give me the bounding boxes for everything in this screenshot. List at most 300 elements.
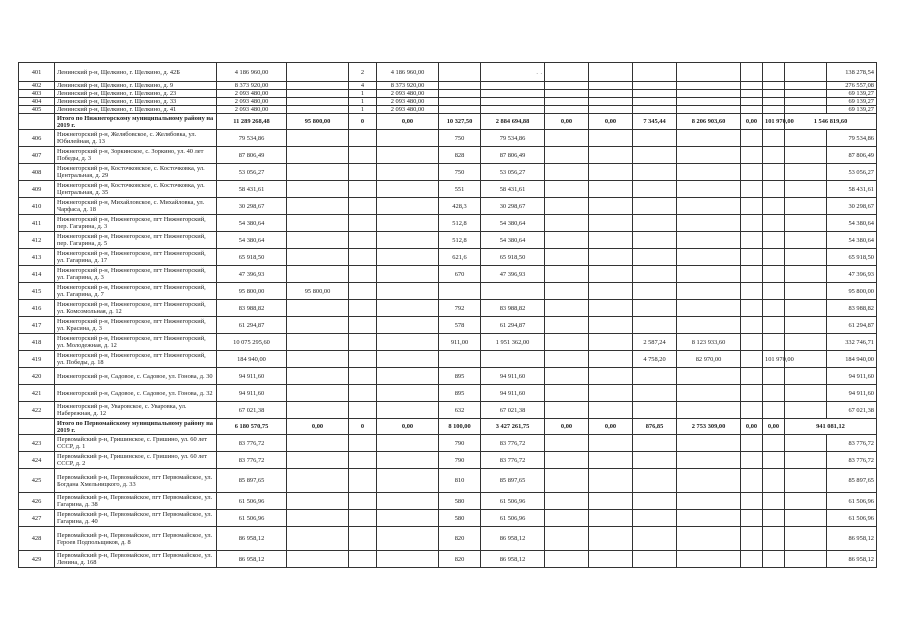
table-row bbox=[19, 283, 877, 300]
row-number: 411 bbox=[19, 215, 55, 232]
cell bbox=[633, 527, 677, 551]
cell: 4 bbox=[349, 82, 377, 90]
cell bbox=[763, 266, 785, 283]
subtotal-label: Итого по Первомайскому муниципальному району на 2019 г. bbox=[55, 419, 217, 435]
cell bbox=[633, 266, 677, 283]
cell: 83 988,82 bbox=[481, 300, 545, 317]
cell bbox=[763, 63, 785, 82]
cell bbox=[633, 300, 677, 317]
table-row bbox=[19, 469, 877, 493]
address-cell: Нижнегорский р-н, Нижнегорское, пгт Нижнегорский, ул. Молодежная, д. 12 bbox=[55, 334, 217, 351]
cell bbox=[677, 368, 741, 385]
row-number: 404 bbox=[19, 98, 55, 106]
address-cell: Нижнегорский р-н, Нижнегорское, пгт Нижнегорский, ул. Победы, д. 18 bbox=[55, 351, 217, 368]
cell: 8 100,00 bbox=[439, 419, 481, 435]
cell bbox=[741, 232, 763, 249]
cell bbox=[633, 90, 677, 98]
cell bbox=[677, 527, 741, 551]
cell bbox=[545, 300, 589, 317]
cell: 2 093 480,00 bbox=[217, 98, 287, 106]
table-row bbox=[19, 551, 877, 568]
row-number: 426 bbox=[19, 493, 55, 510]
cell bbox=[633, 98, 677, 106]
cell bbox=[287, 317, 349, 334]
cell bbox=[377, 283, 439, 300]
cell: 670 bbox=[439, 266, 481, 283]
cell: 47 396,93 bbox=[827, 266, 877, 283]
cell bbox=[785, 368, 827, 385]
address-cell: Ленинский р-н, Щелкино, г. Щелкино, д. 9 bbox=[55, 82, 217, 90]
cell: 4 186 960,00 bbox=[217, 63, 287, 82]
cell bbox=[377, 510, 439, 527]
cell bbox=[377, 249, 439, 266]
cell bbox=[589, 82, 633, 90]
cell bbox=[349, 527, 377, 551]
cell bbox=[589, 435, 633, 452]
cell bbox=[545, 402, 589, 419]
cell bbox=[741, 351, 763, 368]
cell bbox=[763, 402, 785, 419]
cell bbox=[377, 266, 439, 283]
cell: 3 427 261,75 bbox=[481, 419, 545, 435]
cell bbox=[545, 334, 589, 351]
cell bbox=[785, 164, 827, 181]
cell bbox=[763, 334, 785, 351]
cell: 69 139,27 bbox=[827, 106, 877, 114]
cell: 1 546 819,60 bbox=[785, 114, 877, 130]
cell bbox=[545, 249, 589, 266]
cell: 0,00 bbox=[763, 419, 785, 435]
cell: 83 776,72 bbox=[481, 435, 545, 452]
cell: 428,3 bbox=[439, 198, 481, 215]
cell bbox=[785, 510, 827, 527]
cell bbox=[589, 130, 633, 147]
cell bbox=[349, 147, 377, 164]
cell bbox=[377, 493, 439, 510]
cell bbox=[633, 317, 677, 334]
cell bbox=[763, 164, 785, 181]
row-number: 405 bbox=[19, 106, 55, 114]
cell bbox=[545, 510, 589, 527]
cell: 30 298,67 bbox=[217, 198, 287, 215]
address-cell: Ленинский р-н, Щелкино, г. Щелкино, д. 33 bbox=[55, 98, 217, 106]
cell: 512,8 bbox=[439, 215, 481, 232]
cell bbox=[741, 198, 763, 215]
cell: 750 bbox=[439, 164, 481, 181]
cell: 61 506,96 bbox=[217, 510, 287, 527]
cell bbox=[349, 351, 377, 368]
cell bbox=[439, 63, 481, 82]
table-row bbox=[19, 90, 877, 98]
cell bbox=[633, 147, 677, 164]
cell bbox=[377, 435, 439, 452]
cell bbox=[677, 164, 741, 181]
cell bbox=[589, 317, 633, 334]
row-number: 413 bbox=[19, 249, 55, 266]
table-row bbox=[19, 63, 877, 82]
cell bbox=[439, 283, 481, 300]
cell bbox=[741, 283, 763, 300]
address-cell: Нижнегорский р-н, Нижнегорское, пгт Нижнегорский, пер. Гагарина, д. 5 bbox=[55, 232, 217, 249]
cell bbox=[377, 351, 439, 368]
subtotal-row bbox=[19, 114, 877, 130]
row-number: 420 bbox=[19, 368, 55, 385]
cell bbox=[741, 469, 763, 493]
cell bbox=[633, 181, 677, 198]
cell bbox=[287, 63, 349, 82]
cell bbox=[589, 300, 633, 317]
cell bbox=[349, 266, 377, 283]
cell: 332 746,71 bbox=[827, 334, 877, 351]
cell: 54 380,64 bbox=[217, 232, 287, 249]
cell: 810 bbox=[439, 469, 481, 493]
cell bbox=[763, 493, 785, 510]
table-row bbox=[19, 385, 877, 402]
cell bbox=[677, 147, 741, 164]
cell bbox=[677, 493, 741, 510]
cell: 47 396,93 bbox=[481, 266, 545, 283]
cell: 0,00 bbox=[377, 114, 439, 130]
cell bbox=[287, 249, 349, 266]
cell bbox=[287, 435, 349, 452]
cell bbox=[349, 249, 377, 266]
address-cell: Нижнегорский р-н, Нижнегорское, пгт Нижнегорский, ул. Гагарина, д. 7 bbox=[55, 283, 217, 300]
cell: 54 380,64 bbox=[217, 215, 287, 232]
cell bbox=[763, 215, 785, 232]
address-cell: Ленинский р-н, Щелкино, г. Щелкино, д. 23 bbox=[55, 90, 217, 98]
table-row bbox=[19, 130, 877, 147]
cell bbox=[349, 198, 377, 215]
cell: 0,00 bbox=[287, 419, 349, 435]
cell bbox=[377, 385, 439, 402]
cell bbox=[349, 368, 377, 385]
cell bbox=[677, 82, 741, 90]
cell: 1 bbox=[349, 98, 377, 106]
cell: 895 bbox=[439, 385, 481, 402]
cell bbox=[287, 232, 349, 249]
cell: 83 776,72 bbox=[217, 452, 287, 469]
cell: 820 bbox=[439, 551, 481, 568]
cell: 95 800,00 bbox=[287, 283, 349, 300]
cell: 86 958,12 bbox=[481, 527, 545, 551]
cell bbox=[287, 334, 349, 351]
cell bbox=[677, 266, 741, 283]
cell bbox=[633, 368, 677, 385]
cell: 83 776,72 bbox=[827, 435, 877, 452]
table-row bbox=[19, 351, 877, 368]
cell bbox=[741, 98, 763, 106]
cell: 86 958,12 bbox=[217, 527, 287, 551]
cell bbox=[785, 232, 827, 249]
cell bbox=[589, 198, 633, 215]
cell: 2 884 694,88 bbox=[481, 114, 545, 130]
cell: 87 806,49 bbox=[827, 147, 877, 164]
cell bbox=[633, 283, 677, 300]
cell: 83 776,72 bbox=[217, 435, 287, 452]
cell bbox=[763, 317, 785, 334]
table-row bbox=[19, 181, 877, 198]
cell bbox=[377, 452, 439, 469]
cell bbox=[349, 493, 377, 510]
cell: 580 bbox=[439, 510, 481, 527]
table-row bbox=[19, 435, 877, 452]
table-row bbox=[19, 266, 877, 283]
cell bbox=[741, 510, 763, 527]
cell: 61 294,87 bbox=[217, 317, 287, 334]
cell: 0,00 bbox=[741, 419, 763, 435]
cell: 53 056,27 bbox=[481, 164, 545, 181]
cell bbox=[377, 334, 439, 351]
cell bbox=[785, 452, 827, 469]
cell bbox=[785, 181, 827, 198]
cell bbox=[763, 510, 785, 527]
cell bbox=[545, 283, 589, 300]
address-cell: Нижнегорский р-н, Нижнегорское, пгт Нижнегорский, ул. Гагарина, д. 17 bbox=[55, 249, 217, 266]
cell: 54 380,64 bbox=[481, 232, 545, 249]
cell bbox=[741, 106, 763, 114]
cell bbox=[741, 334, 763, 351]
row-number: 422 bbox=[19, 402, 55, 419]
cell: 94 911,60 bbox=[217, 368, 287, 385]
cell bbox=[785, 469, 827, 493]
cell bbox=[545, 527, 589, 551]
cell bbox=[481, 82, 545, 90]
cell: 0,00 bbox=[589, 419, 633, 435]
cell bbox=[785, 527, 827, 551]
cell: 58 431,61 bbox=[481, 181, 545, 198]
address-cell: Ленинский р-н, Щелкино, г. Щелкино, д. 41 bbox=[55, 106, 217, 114]
cell: 83 988,82 bbox=[827, 300, 877, 317]
cell bbox=[633, 493, 677, 510]
cell: 2 bbox=[349, 63, 377, 82]
cell: 53 056,27 bbox=[217, 164, 287, 181]
cell: 85 897,65 bbox=[217, 469, 287, 493]
row-number: 423 bbox=[19, 435, 55, 452]
cell bbox=[677, 106, 741, 114]
subtotal-row bbox=[19, 419, 877, 435]
cell: 101 970,00 bbox=[763, 351, 785, 368]
cell bbox=[349, 317, 377, 334]
cell: 94 911,60 bbox=[481, 385, 545, 402]
cell: 792 bbox=[439, 300, 481, 317]
cell: 2 753 309,00 bbox=[677, 419, 741, 435]
cell bbox=[677, 232, 741, 249]
cell bbox=[545, 130, 589, 147]
cell bbox=[349, 452, 377, 469]
cell: 0,00 bbox=[589, 114, 633, 130]
table-row bbox=[19, 510, 877, 527]
cell: 8 206 903,60 bbox=[677, 114, 741, 130]
cell bbox=[589, 527, 633, 551]
cell bbox=[287, 98, 349, 106]
cell bbox=[481, 106, 545, 114]
cell: 54 380,64 bbox=[481, 215, 545, 232]
cell bbox=[589, 368, 633, 385]
cell bbox=[545, 351, 589, 368]
cell bbox=[589, 63, 633, 82]
cell bbox=[589, 551, 633, 568]
cell: 10 075 295,60 bbox=[217, 334, 287, 351]
address-cell: Нижнегорский р-н, Садовое, с. Садовое, ул. Гонова, д. 32 bbox=[55, 385, 217, 402]
cell bbox=[481, 98, 545, 106]
cell: 86 958,12 bbox=[481, 551, 545, 568]
row-number: 425 bbox=[19, 469, 55, 493]
address-cell: Нижнегорский р-н, Нижнегорское, пгт Нижнегорский, ул. Комсомольная, д. 12 bbox=[55, 300, 217, 317]
cell bbox=[349, 232, 377, 249]
cell bbox=[545, 452, 589, 469]
cell: 0,00 bbox=[741, 114, 763, 130]
cell bbox=[785, 402, 827, 419]
cell: 61 294,87 bbox=[827, 317, 877, 334]
cell: 79 534,86 bbox=[827, 130, 877, 147]
cell: 551 bbox=[439, 181, 481, 198]
cell bbox=[785, 334, 827, 351]
cell bbox=[741, 300, 763, 317]
cell bbox=[633, 130, 677, 147]
cell bbox=[633, 215, 677, 232]
cell bbox=[349, 283, 377, 300]
cell: 67 021,38 bbox=[481, 402, 545, 419]
cell: 0,00 bbox=[545, 114, 589, 130]
cell: 95 800,00 bbox=[217, 283, 287, 300]
cell bbox=[763, 527, 785, 551]
cell: 87 806,49 bbox=[217, 147, 287, 164]
cell: 8 373 920,00 bbox=[377, 82, 439, 90]
cell: 58 431,61 bbox=[217, 181, 287, 198]
cell: 2 093 480,00 bbox=[217, 106, 287, 114]
cell bbox=[545, 317, 589, 334]
cell bbox=[349, 181, 377, 198]
cell bbox=[377, 527, 439, 551]
cell bbox=[741, 90, 763, 98]
row-number: 417 bbox=[19, 317, 55, 334]
cell bbox=[763, 98, 785, 106]
cell bbox=[763, 181, 785, 198]
cell: 11 289 268,48 bbox=[217, 114, 287, 130]
cell bbox=[377, 300, 439, 317]
cell bbox=[763, 130, 785, 147]
cell: 750 bbox=[439, 130, 481, 147]
cell bbox=[545, 82, 589, 90]
address-cell: Нижнегорский р-н, Желябовское, с. Желябовка, ул. Юбилейная, д. 13 bbox=[55, 130, 217, 147]
cell bbox=[349, 510, 377, 527]
cell bbox=[763, 283, 785, 300]
cell bbox=[377, 469, 439, 493]
cell bbox=[349, 215, 377, 232]
cell bbox=[349, 334, 377, 351]
cell bbox=[287, 300, 349, 317]
cell bbox=[349, 469, 377, 493]
cell bbox=[377, 402, 439, 419]
cell bbox=[741, 551, 763, 568]
cell bbox=[377, 232, 439, 249]
cell: 580 bbox=[439, 493, 481, 510]
cell bbox=[633, 198, 677, 215]
cell: 621,6 bbox=[439, 249, 481, 266]
row-number: 401 bbox=[19, 63, 55, 82]
cell bbox=[741, 368, 763, 385]
table-row bbox=[19, 368, 877, 385]
row-number: 427 bbox=[19, 510, 55, 527]
cell bbox=[589, 402, 633, 419]
cell bbox=[287, 402, 349, 419]
cell: 1 bbox=[349, 106, 377, 114]
cell bbox=[545, 385, 589, 402]
cell bbox=[677, 181, 741, 198]
cell bbox=[589, 452, 633, 469]
cell bbox=[589, 249, 633, 266]
cell bbox=[287, 368, 349, 385]
cell: 2 093 480,00 bbox=[377, 106, 439, 114]
cell bbox=[287, 215, 349, 232]
cell: 0,00 bbox=[377, 419, 439, 435]
cell bbox=[677, 283, 741, 300]
cell bbox=[19, 419, 55, 435]
table-row bbox=[19, 147, 877, 164]
cell bbox=[287, 266, 349, 283]
cell bbox=[741, 317, 763, 334]
cell: 276 557,08 bbox=[827, 82, 877, 90]
cell bbox=[287, 551, 349, 568]
cell: 4 186 960,00 bbox=[377, 63, 439, 82]
address-cell: Нижнегорский р-н, Косточковское, с. Косточковка, ул. Центральная, д. 35 bbox=[55, 181, 217, 198]
cell bbox=[763, 90, 785, 98]
cell: 53 056,27 bbox=[827, 164, 877, 181]
cell bbox=[633, 249, 677, 266]
cell bbox=[741, 402, 763, 419]
register-body bbox=[19, 63, 877, 568]
cell bbox=[287, 82, 349, 90]
table-row bbox=[19, 334, 877, 351]
cell bbox=[785, 266, 827, 283]
cell: 876,85 bbox=[633, 419, 677, 435]
cell bbox=[589, 90, 633, 98]
cell: 85 897,65 bbox=[481, 469, 545, 493]
cell bbox=[589, 232, 633, 249]
cell bbox=[741, 63, 763, 82]
cell bbox=[545, 147, 589, 164]
cell bbox=[589, 493, 633, 510]
cell bbox=[785, 63, 827, 82]
cell: 8 373 920,00 bbox=[217, 82, 287, 90]
cell bbox=[677, 300, 741, 317]
row-number: 409 bbox=[19, 181, 55, 198]
cell: 54 380,64 bbox=[827, 232, 877, 249]
cell bbox=[785, 385, 827, 402]
cell bbox=[763, 385, 785, 402]
cell: 632 bbox=[439, 402, 481, 419]
cell bbox=[677, 452, 741, 469]
cell: 101 970,00 bbox=[763, 114, 785, 130]
cell bbox=[785, 98, 827, 106]
cell: 95 800,00 bbox=[287, 114, 349, 130]
cell bbox=[763, 198, 785, 215]
cell bbox=[439, 90, 481, 98]
cell bbox=[763, 551, 785, 568]
cell bbox=[481, 283, 545, 300]
row-number: 402 bbox=[19, 82, 55, 90]
cell bbox=[677, 98, 741, 106]
cell bbox=[677, 130, 741, 147]
cell bbox=[349, 385, 377, 402]
address-cell: Нижнегорский р-н, Зоркинское, с. Зоркино, ул. 40 лет Победы, д. 3 bbox=[55, 147, 217, 164]
address-cell: Ленинский р-н, Щелкино, г. Щелкино, д. 42Б bbox=[55, 63, 217, 82]
cell bbox=[633, 452, 677, 469]
cell bbox=[785, 300, 827, 317]
cell bbox=[589, 385, 633, 402]
cell bbox=[377, 147, 439, 164]
cell bbox=[633, 63, 677, 82]
